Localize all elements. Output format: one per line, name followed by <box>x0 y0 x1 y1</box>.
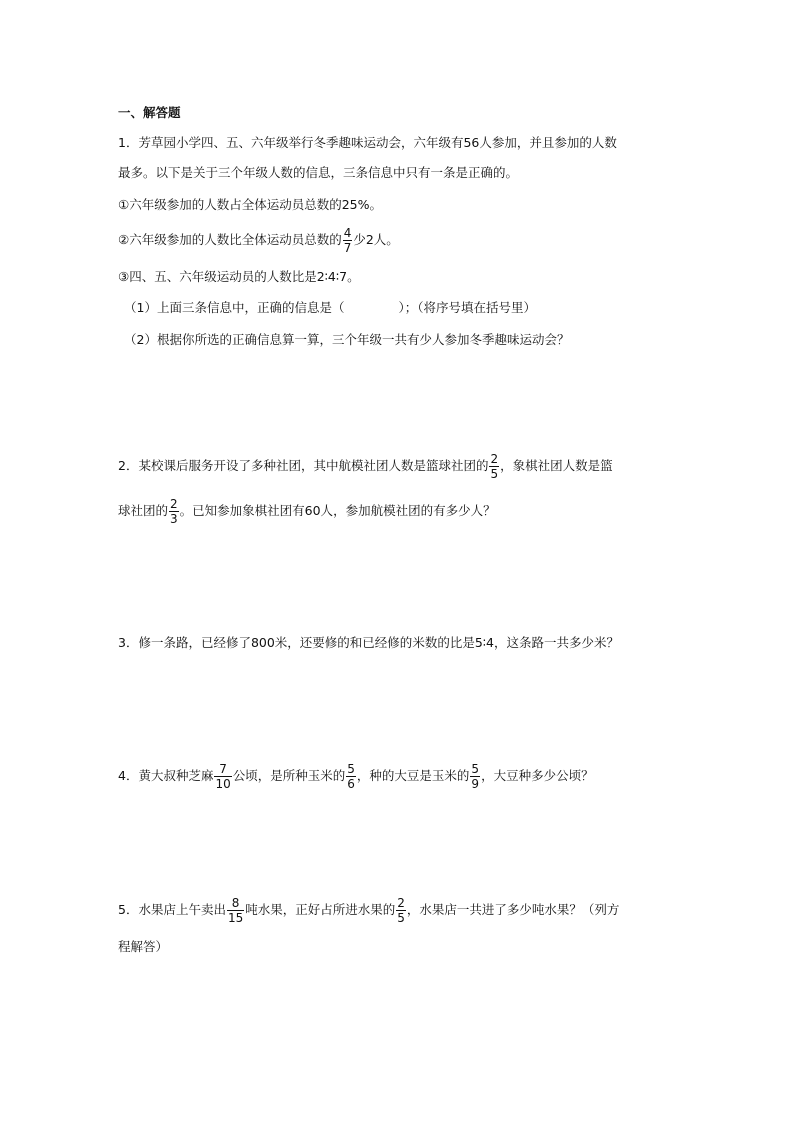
fraction-five-sixths <box>346 762 356 791</box>
q1-line2: 最多。以下是关于三个年级人数的信息，三条信息中只有一条是正确的。 <box>118 165 519 180</box>
q2-line2-text-post: 。已知参加象棋社团有60人，参加航模社团的有多少人？ <box>179 503 496 518</box>
q5-text-pre: 5．水果店上午卖出 <box>118 902 226 917</box>
q4-text-mid1: 公顷，是所种玉米的 <box>232 768 346 783</box>
fraction-numerator: 5 <box>347 762 355 776</box>
fraction-numerator: 2 <box>397 896 405 910</box>
fraction-denominator: 5 <box>490 467 499 481</box>
q5-text-post: ，水果店一共进了多少吨水果？（列方 <box>406 902 620 917</box>
fraction-denominator: 3 <box>170 512 178 526</box>
fraction-two-thirds <box>169 497 179 526</box>
q1-info3: ③四、五、六年级运动员的人数比是2∶4∶7。 <box>118 269 360 284</box>
fraction-five-ninths <box>470 762 480 791</box>
q3-text: 3．修一条路，已经修了800米，还要修的和已经修的米数的比是5∶4，这条路一共多少米？ <box>118 635 619 650</box>
q1-info1: ①六年级参加的人数占全体运动员总数的25%。 <box>118 197 382 212</box>
fraction-numerator: 5 <box>471 762 480 776</box>
fraction-seven-tenths <box>214 762 231 791</box>
fraction-denominator: 15 <box>227 911 244 925</box>
q5-line1 <box>118 896 619 925</box>
q2-line2-text-pre: 球社团的 <box>118 503 169 518</box>
q4-text-post: ，大豆种多少公顷？ <box>481 768 594 783</box>
q1-sub1-text-pre: （1）上面三条信息中，正确的信息是（ <box>124 300 345 315</box>
q1-info2-text-pre: ②六年级参加的人数比全体运动员总数的 <box>118 232 342 247</box>
fraction-eight-fifteenths <box>227 896 244 925</box>
section-title: 一、解答题 <box>118 105 181 120</box>
fraction-numerator: 2 <box>490 452 499 466</box>
q1-line1: 1．芳草园小学四、五、六年级举行冬季趣味运动会，六年级有56人参加，并且参加的人数 <box>118 135 617 150</box>
fraction-two-fifths <box>489 452 499 481</box>
q2-line2 <box>118 497 496 526</box>
q2-line1 <box>118 452 613 481</box>
q4-text-mid2: ，种的大豆是玉米的 <box>356 768 470 783</box>
fraction-four-sevenths <box>343 226 353 255</box>
q1-info2-text-post: 少2人。 <box>353 232 399 247</box>
fraction-denominator: 10 <box>215 777 231 791</box>
q5-line2: 程解答） <box>118 939 169 954</box>
q1-info2 <box>118 226 399 255</box>
fraction-two-fifths <box>396 896 406 925</box>
fraction-numerator: 7 <box>214 762 231 777</box>
q2-text-pre: 2．某校课后服务开设了多种社团，其中航模社团人数是篮球社团的 <box>118 458 489 473</box>
fraction-denominator: 6 <box>347 777 355 791</box>
q1-sub1-text-post: ）；（将序号填在括号里） <box>398 300 536 315</box>
fraction-numerator: 2 <box>170 497 178 511</box>
q5-text-mid: 吨水果，正好占所进水果的 <box>245 902 396 917</box>
q2-text-mid: ，象棋社团人数是篮 <box>500 458 613 473</box>
fraction-denominator: 5 <box>397 911 405 925</box>
fraction-denominator: 9 <box>471 777 480 791</box>
q1-sub2: （2）根据你所选的正确信息算一算，三个年级一共有少人参加冬季趣味运动会？ <box>124 332 570 347</box>
fraction-numerator: 4 <box>343 226 352 240</box>
fraction-denominator: 7 <box>343 241 352 255</box>
q4-text-pre: 4．黄大叔种芝麻 <box>118 768 214 783</box>
q4-line <box>118 762 594 791</box>
q1-sub1 <box>124 299 536 317</box>
fraction-numerator: 8 <box>227 896 244 911</box>
